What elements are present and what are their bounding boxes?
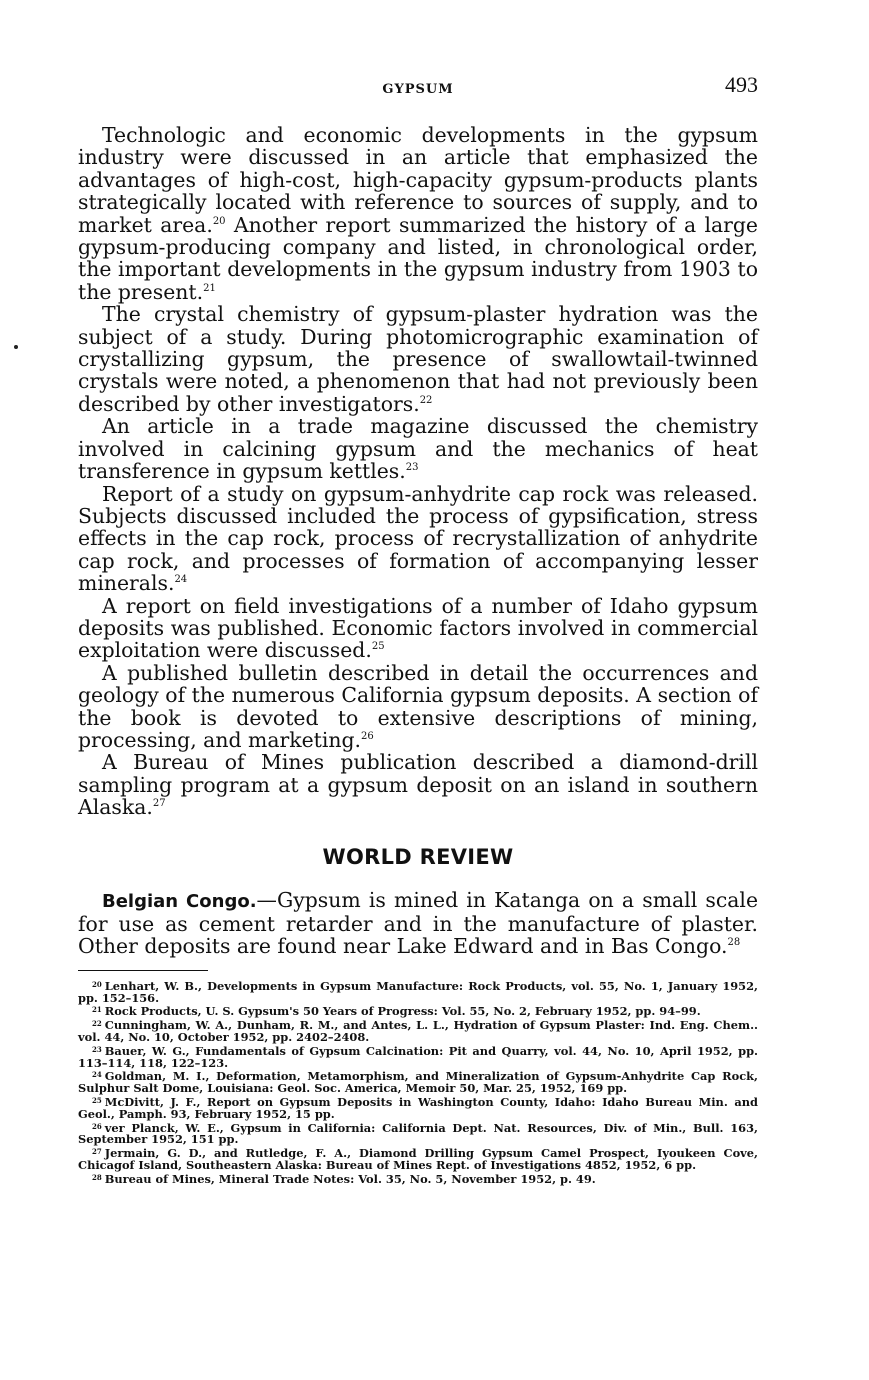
paragraph-alaska: A Bureau of Mines publication described a diamond-drill sampling program at a gypsum deposit on an island in southern Alaska.$^{27}$ bbox=[78, 750, 758, 820]
paragraph-crystal-chemistry: The crystal chemistry of gypsum-plaster hydration was the subject of a study. During photomicrographic examination of crystallizing gypsum, the presence of swallowtail-twinned crystals were noted, a phenomenon that had not previously been described by other investigators.$^{22}$ bbox=[78, 302, 758, 416]
footnote-ref[interactable]: 21 bbox=[203, 282, 216, 294]
footnote: $^{21}$ Rock Products, U. S. Gypsum's 50 Years of Progress: Vol. 55, No. 2, February 1952, pp. 94–99. bbox=[92, 1004, 701, 1019]
footnote: $^{24}$ Goldman, M. I., Deformation, Metamorphism, and Mineralization of Gypsum-Anhydrite Cap Rock, Sulphur Salt Dome, Louisiana: Geol. Soc. America, Memoir 50, Mar. 25, 1952, 169 pp. bbox=[78, 1069, 758, 1096]
footnote: $^{27}$ Jermain, G. D., and Rutledge, F. A., Diamond Drilling Gypsum Camel Prospect, Iyoukeen Cove, Chicagof Island, Southeastern Alaska: Bureau of Mines Rept. of Investigations 4852, 1952, 6 pp. bbox=[78, 1146, 758, 1172]
paragraph-belgian-congo: Belgian Congo.—Gypsum is mined in Katanga on a small scale for use as cement retarder and in the manufacture of plaster. Other deposits are found near Lake Edward and in Bas Congo.$^{28}$ bbox=[78, 887, 759, 959]
footnote-divider bbox=[78, 970, 208, 971]
footnote-ref[interactable]: 25 bbox=[371, 641, 385, 653]
footnote: $^{25}$ McDivitt, J. F., Report on Gypsum Deposits in Washington County, Idaho: Idaho Bureau Min. and Geol., Pamph. 93, February 1952, 15 pp. bbox=[78, 1094, 758, 1121]
footnote: $^{20}$ Lenhart, W. B., Developments in Gypsum Manufacture: Rock Products, vol. 55, No. 1, January 1952, pp. 152–156. bbox=[78, 978, 758, 1005]
country-lead-in: Belgian Congo. bbox=[102, 890, 257, 912]
footnote: $^{26}$ ver Planck, W. E., Gypsum in California: California Dept. Nat. Resources, Div. of Min., Bull. 163, September 1952, 151 pp. bbox=[78, 1120, 758, 1147]
footnotes bbox=[78, 979, 758, 1186]
footnote-ref[interactable]: 27 bbox=[152, 798, 166, 810]
footnote-ref[interactable]: 26 bbox=[361, 730, 374, 742]
paragraph-idaho: A report on field investigations of a number of Idaho gypsum deposits was published. Economic factors involved in commercial exploitation were discussed.$^{25}$ bbox=[78, 593, 758, 663]
running-title: GYPSUM bbox=[382, 82, 454, 97]
footnote-ref[interactable]: 20 bbox=[212, 215, 226, 227]
margin-mark bbox=[14, 345, 18, 349]
footnote-ref[interactable]: 22 bbox=[419, 394, 433, 406]
footnote-ref[interactable]: 28 bbox=[727, 937, 741, 949]
footnote: $^{22}$ Cunningham, W. A., Dunham, R. M., and Antes, L. L., Hydration of Gypsum Plaster: Ind. Eng. Chem.. vol. 44, No. 10, October 1952, pp. 2402–2408. bbox=[78, 1018, 758, 1044]
page-header bbox=[78, 72, 758, 106]
section-heading-world-review: WORLD REVIEW bbox=[322, 844, 514, 869]
body-text bbox=[78, 124, 758, 819]
paragraph-cap-rock: Report of a study on gypsum-anhydrite cap rock was released. Subjects discussed included the process of gypsification, stress effects in the cap rock, process of recrystallization of anhydrite cap rock, and processes of formation of accompanying lesser minerals.$^{24}$ bbox=[78, 481, 758, 596]
world-review-text bbox=[78, 889, 758, 958]
paragraph-california: A published bulletin described in detail the occurrences and geology of the numerous California gypsum deposits. A section of the book is devoted to extensive descriptions of mining, processing, and marketing.$^{26}$ bbox=[78, 660, 758, 752]
paragraph-manufacturing: Technologic and economic developments in the gypsum industry were discussed in an article that emphasized the advantages of high-cost, high-capacity gypsum-products plants strategically located with reference to sources of supply, and to market area.$^{20}$ Another report summarized the history of a large gypsum-producing company and listed, in chronological order, the important developments in the gypsum industry from 1903 to the present.$^{21}$ bbox=[78, 123, 758, 304]
footnote: $^{28}$ Bureau of Mines, Mineral Trade Notes: Vol. 35, No. 5, November 1952, p. 49. bbox=[92, 1171, 596, 1186]
document-page bbox=[78, 72, 758, 1186]
footnote-ref[interactable]: 24 bbox=[174, 574, 188, 586]
page-number: 493 bbox=[725, 72, 758, 97]
footnote-ref[interactable]: 23 bbox=[405, 462, 419, 474]
footnote: $^{23}$ Bauer, W. G., Fundamentals of Gypsum Calcination: Pit and Quarry, vol. 44, No. 10, April 1952, pp. 113–114, 118, 122–123. bbox=[78, 1043, 758, 1070]
paragraph-calcining: An article in a trade magazine discussed the chemistry involved in calcining gypsum and the mechanics of heat transference in gypsum kettles.$^{23}$ bbox=[78, 414, 758, 484]
